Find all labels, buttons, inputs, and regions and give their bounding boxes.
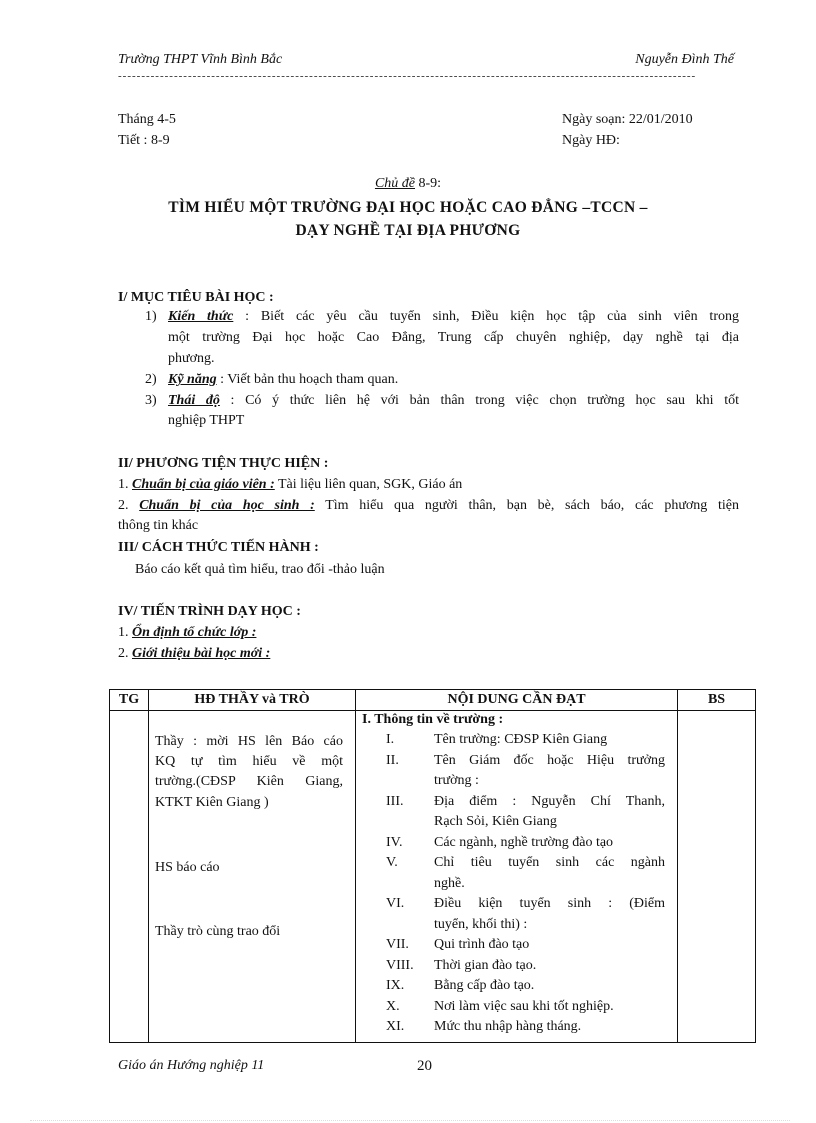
content-item-line: Các ngành, nghề trường đào tạo xyxy=(434,834,614,850)
content-item-number: IX. xyxy=(386,978,405,993)
prep-student-text: Tìm hiểu qua người thân, bạn bè, sách báo, các phương tiện xyxy=(314,498,739,513)
objective-3-text-1: : Có ý thức liên hệ với bản thân trong việc chọn trường học sau khi tốt xyxy=(219,393,739,408)
title-line-2: DẠY NGHỀ TẠI ĐỊA PHƯƠNG xyxy=(295,222,521,239)
content-item-line: tuyển, khối thi) : xyxy=(434,916,528,932)
step-1 xyxy=(118,625,256,641)
discussion: Thầy trò cùng trao đổi xyxy=(155,924,281,939)
objective-1-text-1: : Biết các yêu cầu tuyển sinh, Điều kiện học tập của sinh viên trong xyxy=(233,309,739,324)
header-author: Nguyễn Đình Thế xyxy=(635,52,734,67)
prep-teacher-text: Tài liệu liên quan, SGK, Giáo án xyxy=(274,477,463,492)
meta-prep-date: Ngày soạn: 22/01/2010 xyxy=(562,112,693,127)
objective-3-line-2: nghiệp THPT xyxy=(168,413,245,428)
content-item-line: Rạch Sỏi, Kiên Giang xyxy=(434,814,557,829)
prep-teacher-number: 1. xyxy=(118,477,132,492)
objective-1-line-1 xyxy=(168,309,739,325)
content-item-line: nghề. xyxy=(434,875,465,891)
content-item-number: XI. xyxy=(386,1019,405,1034)
content-item-number: VII. xyxy=(386,937,409,952)
step-2-number: 2. xyxy=(118,646,132,661)
content-item-line: Bằng cấp đào tạo. xyxy=(434,978,535,993)
col-header-content: NỘI DUNG CẦN ĐẠT xyxy=(356,690,678,711)
objective-3-number: 3) xyxy=(145,393,157,408)
prep-student xyxy=(118,498,739,514)
prep-teacher xyxy=(118,477,462,493)
content-item-line: trường : xyxy=(434,773,479,788)
content-item-number: III. xyxy=(386,793,404,809)
hs-report: HS báo cáo xyxy=(155,860,220,875)
objective-2-number: 2) xyxy=(145,372,157,387)
meta-activity-date: Ngày HĐ: xyxy=(562,133,620,148)
section-2-heading: II/ PHƯƠNG TIỆN THỰC HIỆN : xyxy=(118,456,329,471)
content-item-number: I. xyxy=(386,732,395,747)
teacher-line-1: Thầy : mời HS lên Báo cáo xyxy=(155,734,343,749)
table-row xyxy=(110,711,756,1043)
table-header-row xyxy=(110,690,756,711)
content-item-line: Mức thu nhập hàng tháng. xyxy=(434,1019,582,1034)
topic-number: 8-9: xyxy=(415,176,442,191)
content-item-line: Chỉ tiêu tuyển sinh các ngành xyxy=(434,855,665,870)
content-item-number: VIII. xyxy=(386,957,414,973)
section-4-heading: IV/ TIẾN TRÌNH DẠY HỌC : xyxy=(118,604,301,619)
teacher-line-3: trường.(CĐSP Kiên Giang, xyxy=(155,774,343,789)
content-item-line: Điều kiện tuyển sinh : (Điểm xyxy=(434,896,665,911)
page-number: 20 xyxy=(417,1058,432,1074)
cell-bs xyxy=(678,711,756,1043)
content-item-number: II. xyxy=(386,752,399,768)
content-item-line: Qui trình đào tạo xyxy=(434,937,530,952)
teacher-line-2: KQ tự tìm hiểu về một xyxy=(155,754,343,769)
footer-subject: Giáo án Hướng nghiệp 11 xyxy=(118,1058,265,1073)
topic-label: Chủ đề xyxy=(374,176,415,191)
step-1-label: Ổn định tổ chức lớp : xyxy=(132,625,257,640)
step-1-number: 1. xyxy=(118,625,132,640)
content-item-line: Địa điểm : Nguyễn Chí Thanh, xyxy=(434,793,665,809)
content-item-line: Tên trường: CĐSP Kiên Giang xyxy=(434,732,608,747)
topic-line xyxy=(0,176,816,192)
content-item-number: X. xyxy=(386,998,400,1014)
meta-month: Tháng 4-5 xyxy=(118,112,176,127)
objective-1-line-2: một trường Đại học hoặc Cao Đẳng, Trung cấp chuyên nghiệp, dạy nghề tại địa xyxy=(168,330,739,345)
content-item-line: Thời gian đào tạo. xyxy=(434,957,537,973)
meta-period: Tiết : 8-9 xyxy=(118,133,170,148)
title-line-1: TÌM HIỂU MỘT TRƯỜNG ĐẠI HỌC HOẶC CAO ĐẲNG –TCCN – xyxy=(168,199,648,216)
cell-activities xyxy=(149,711,356,1043)
content-item-number: VI. xyxy=(386,896,405,911)
content-item-line: Tên Giám đốc hoặc Hiệu trưởng xyxy=(434,752,665,768)
step-2 xyxy=(118,646,270,662)
col-header-bs: BS xyxy=(678,690,756,711)
col-header-activities: HĐ THẦY và TRÒ xyxy=(149,690,356,711)
cell-tg xyxy=(110,711,149,1043)
col-header-tg: TG xyxy=(110,690,149,711)
objective-3-line-1 xyxy=(168,393,739,409)
section-1-heading: I/ MỤC TIÊU BÀI HỌC : xyxy=(118,290,274,305)
lesson-table xyxy=(109,689,756,1043)
content-heading: I. Thông tin về trường : xyxy=(362,712,504,727)
objective-1-number: 1) xyxy=(145,309,157,324)
objective-2-text-1: : Viết bản thu hoạch tham quan. xyxy=(216,372,399,387)
step-2-label: Giới thiệu bài học mới : xyxy=(132,646,271,661)
objective-2-label: Kỹ năng xyxy=(168,372,217,387)
content-item-line: Nơi làm việc sau khi tốt nghiệp. xyxy=(434,998,614,1014)
objective-2-line-1 xyxy=(168,372,398,388)
prep-teacher-label: Chuẩn bị của giáo viên : xyxy=(132,477,275,492)
objective-1-label: Kiến thức xyxy=(168,309,234,324)
header-rule: ---------------------------------------------------------------------------------------------------------------------------- xyxy=(118,70,697,80)
content-item-number: IV. xyxy=(386,834,403,850)
content-item-number: V. xyxy=(386,855,398,870)
objective-1-line-3: phương. xyxy=(168,351,215,366)
header-school: Trường THPT Vĩnh Bình Bắc xyxy=(118,52,283,67)
prep-student-line-2: thông tin khác xyxy=(118,518,199,533)
prep-student-number: 2. xyxy=(118,498,140,513)
teacher-line-4: KTKT Kiên Giang ) xyxy=(155,795,269,810)
section-3-text: Báo cáo kết quả tìm hiểu, trao đổi -thảo luận xyxy=(135,562,385,577)
section-3-heading: III/ CÁCH THỨC TIẾN HÀNH : xyxy=(118,540,319,555)
prep-student-label: Chuẩn bị của học sinh : xyxy=(139,498,315,513)
objective-3-label: Thái độ xyxy=(168,393,220,408)
cell-content xyxy=(356,711,678,1043)
